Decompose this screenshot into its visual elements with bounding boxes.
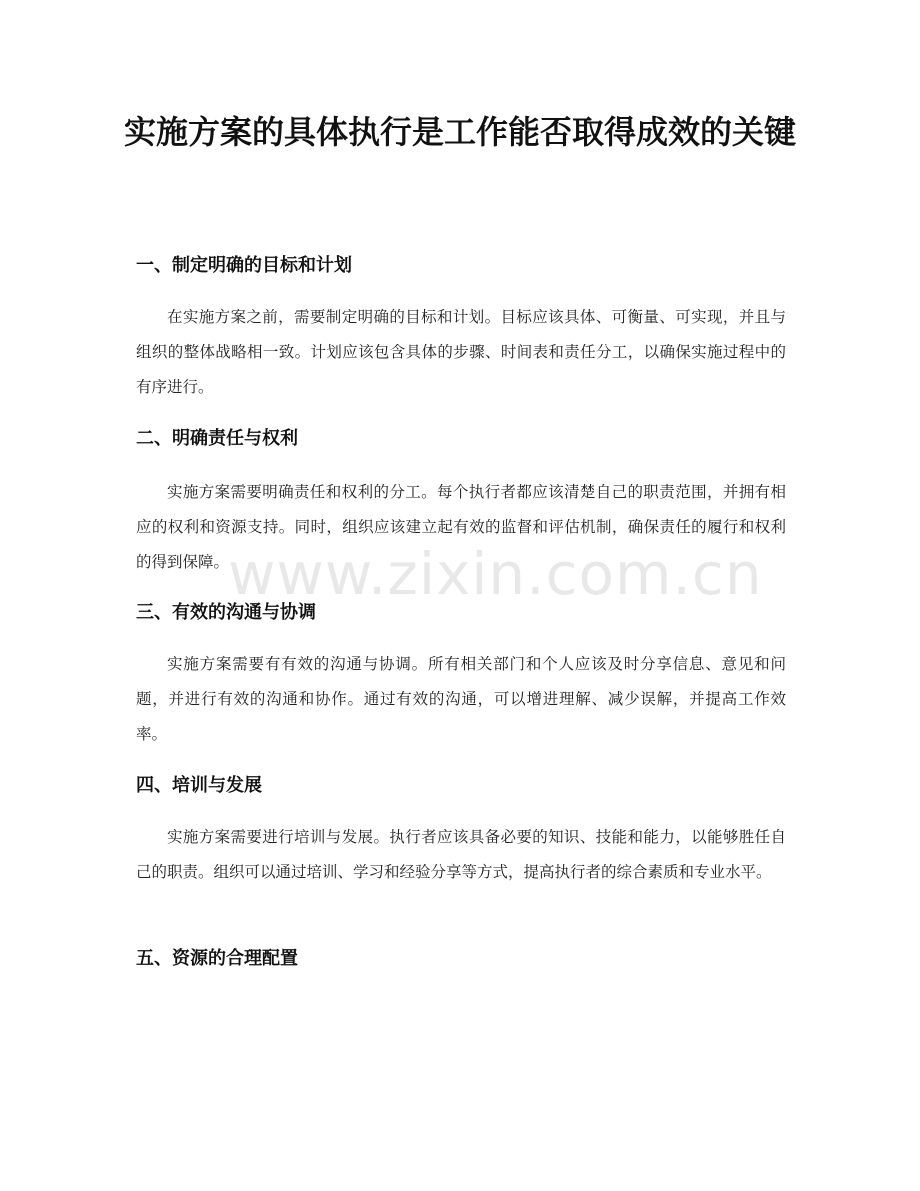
section-heading-2: 二、明确责任与权利 [136, 428, 298, 449]
document-title: 实施方案的具体执行是工作能否取得成效的关键 [123, 113, 796, 151]
section-body-2: 实施方案需要明确责任和权利的分工。每个执行者都应该清楚自己的职责范围，并拥有相应的权利和资源支持。同时，组织应该建立起有效的监督和评估机制，确保责任的履行和权利的得到保障。 [136, 483, 786, 571]
section-heading-1: 一、制定明确的目标和计划 [136, 255, 352, 276]
section-body-1: 在实施方案之前，需要制定明确的目标和计划。目标应该具体、可衡量、可实现，并且与组织的整体战略相一致。计划应该包含具体的步骤、时间表和责任分工，以确保实施过程中的有序进行。 [136, 308, 786, 396]
section-body-4: 实施方案需要进行培训与发展。执行者应该具备必要的知识、技能和能力，以能够胜任自己的职责。组织可以通过培训、学习和经验分享等方式，提高执行者的综合素质和专业水平。 [136, 828, 786, 881]
section-heading-3: 三、有效的沟通与协调 [136, 602, 316, 623]
section-heading-4: 四、培训与发展 [136, 775, 262, 796]
section-heading-5: 五、资源的合理配置 [136, 948, 298, 969]
watermark: www.zixin.com.cn [228, 540, 763, 608]
section-body-3: 实施方案需要有有效的沟通与协调。所有相关部门和个人应该及时分享信息、意见和问题，并进行有效的沟通和协作。通过有效的沟通，可以增进理解、减少误解，并提高工作效率。 [136, 655, 786, 743]
